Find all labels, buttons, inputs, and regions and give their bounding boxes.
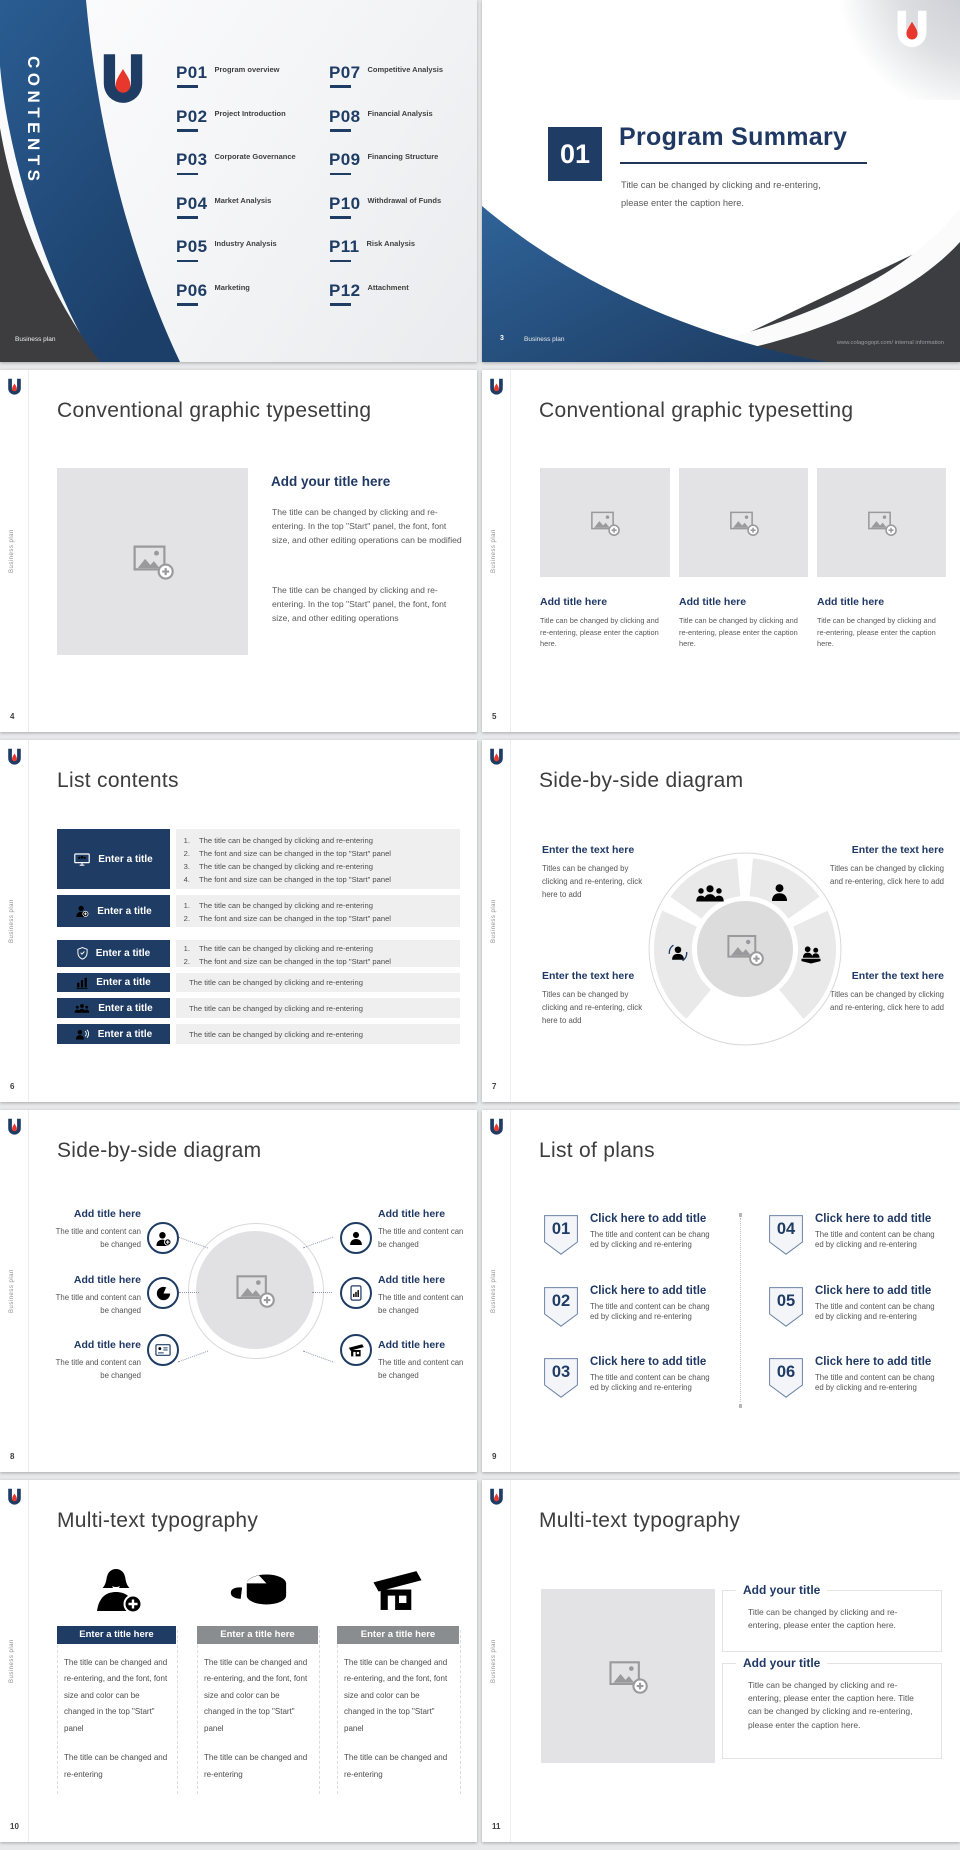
toc-item[interactable]: [329, 107, 443, 151]
plan-body-line: The title and content can be chang: [815, 1302, 935, 1311]
block-heading: Enter the text here: [542, 970, 635, 982]
toc-item[interactable]: [329, 63, 443, 107]
ring-diagram: [645, 849, 845, 1049]
university-logo-icon: [7, 1118, 22, 1135]
card-heading: Add title here: [540, 596, 608, 608]
sidebar-divider: [28, 370, 29, 732]
number-badge: [769, 1215, 803, 1255]
card-caption: Title can be changed by clicking and re-entering, please enter the caption here.: [540, 616, 659, 648]
divider-dot: [739, 1404, 743, 1408]
content-heading: Add your title here: [271, 474, 391, 489]
button-label: Enter a title: [96, 977, 151, 988]
button-label: Enter a title: [97, 1028, 153, 1040]
connector-line: [303, 1351, 333, 1363]
toc-label: Risk Analysis: [366, 239, 416, 249]
block-body: Titles can be changed by clicking and re-entering, click here to add: [829, 990, 944, 1012]
column-title-button: Enter a title here: [197, 1626, 318, 1644]
image-placeholder[interactable]: [817, 468, 946, 577]
block-heading: Add title here: [378, 1274, 446, 1286]
university-logo-icon: [7, 378, 22, 395]
toc-label: Marketing: [214, 282, 250, 292]
title-button[interactable]: [57, 829, 170, 889]
toc-number: P11: [329, 237, 360, 257]
text-block: [378, 1339, 466, 1383]
toc-label: Competitive Analysis: [367, 65, 444, 74]
toc-label: Market Analysis: [214, 195, 272, 205]
plan-heading: Click here to add title: [590, 1213, 707, 1225]
list-number: 4.: [183, 875, 190, 884]
plan-heading: Click here to add title: [815, 1213, 932, 1225]
add-image-icon: [726, 932, 764, 967]
toc-column-right: [329, 63, 443, 325]
list-number: 1.: [183, 943, 190, 953]
toc-number: P03: [176, 150, 208, 170]
body-paragraph: The title can be changed and re-entering, and the font, font size and color can be changed in the top "Start" panel: [204, 1657, 308, 1733]
list-text: The font and size can be changed in the top "Start" panel: [199, 875, 391, 884]
page-number: 3: [500, 335, 504, 342]
university-logo-icon: [489, 1118, 504, 1135]
block-heading: Enter the text here: [851, 844, 944, 856]
toc-item[interactable]: [329, 237, 443, 281]
sidebar-brand: Business plan: [491, 899, 497, 943]
block-heading: Add title here: [73, 1208, 141, 1220]
list-text: The title can be changed by clicking and re-entering: [199, 836, 373, 845]
add-image-icon: [132, 542, 174, 581]
list-number: 2.: [183, 913, 190, 923]
list-text: The title can be changed by clicking and re-entering: [199, 900, 373, 910]
list-item: [176, 955, 460, 968]
list-item: [176, 834, 460, 847]
people-book-icon: [799, 944, 823, 964]
typography-column[interactable]: [57, 1560, 176, 1796]
mobile-chart-icon: [350, 1285, 362, 1301]
plan-heading: Click here to add title: [590, 1356, 707, 1368]
card-heading: Add title here: [679, 596, 747, 608]
node-circle[interactable]: [147, 1277, 179, 1309]
button-label: Enter a title: [98, 1002, 153, 1014]
person-speech-icon: [75, 1029, 90, 1040]
toc-number: P07: [329, 63, 361, 82]
sidebar-divider: [510, 370, 511, 732]
block-body: Titles can be changed by clicking and re-entering, click here to add: [542, 990, 643, 1025]
card-caption: Title can be changed by clicking and re-entering, please enter the caption here.: [817, 616, 936, 648]
column-title-button: Enter a title here: [57, 1626, 176, 1644]
number-badge: [769, 1358, 803, 1398]
slide-contents[interactable]: [0, 0, 477, 362]
block-body: The title and content can be changed: [55, 1358, 141, 1380]
list-block: [176, 1024, 460, 1044]
image-placeholder[interactable]: [679, 468, 808, 577]
university-logo-icon: [489, 748, 504, 765]
toc-number: P08: [329, 106, 361, 126]
body-paragraph: The title can be changed and re-entering: [344, 1753, 448, 1779]
connector-line: [178, 1237, 208, 1249]
plan-body-line: ed by clicking and re-entering: [815, 1239, 917, 1249]
toc-label: Withdrawal of Funds: [367, 195, 442, 205]
toc-label: Program overview: [214, 65, 280, 74]
sidebar-divider: [510, 740, 511, 1102]
list-item: [176, 873, 460, 886]
plan-item[interactable]: [590, 1213, 722, 1250]
slide-ring-diagram[interactable]: [482, 740, 960, 1102]
toc-number: P09: [329, 150, 361, 170]
list-text: The title can be changed by clicking and re-entering: [189, 1003, 363, 1013]
box-heading: Add your title: [736, 1656, 827, 1670]
block-body: The title and content can be changed: [378, 1358, 464, 1380]
toc-number: P10: [329, 193, 361, 213]
businesswoman-add-icon: [57, 1560, 176, 1618]
page-number: 4: [10, 712, 15, 721]
plan-item[interactable]: [815, 1213, 947, 1250]
node-circle[interactable]: [147, 1222, 179, 1254]
connector-line: [303, 1237, 333, 1249]
list-item: [176, 942, 460, 955]
pie-3d-icon: [197, 1560, 318, 1618]
slide-title: Conventional graphic typesetting: [57, 399, 372, 422]
toc-column-left: [176, 63, 296, 325]
connector-line: [179, 1292, 199, 1293]
toc-number: P12: [329, 280, 361, 300]
block-heading: Enter the text here: [542, 844, 635, 856]
id-card-icon: [155, 1344, 171, 1356]
toc-number: P02: [176, 106, 208, 126]
toc-item[interactable]: [176, 281, 296, 325]
toc-label: Financial Analysis: [367, 108, 433, 118]
slide-title: List contents: [57, 769, 179, 792]
list-number: 2.: [183, 956, 190, 966]
slide-title: Multi-text typography: [57, 1509, 259, 1532]
number-badge: [544, 1287, 578, 1327]
plan-heading: Click here to add title: [815, 1285, 932, 1297]
block-heading: Add title here: [73, 1339, 141, 1351]
block-body: The title and content can be changed: [378, 1293, 464, 1315]
badge-number: 03: [551, 1363, 571, 1381]
add-image-icon: [590, 509, 620, 537]
slide-hub-diagram[interactable]: [0, 1110, 477, 1472]
caption-box[interactable]: [722, 1583, 942, 1652]
section-title: Program Summary: [619, 123, 848, 151]
list-block: [176, 940, 460, 967]
block-body: Titles can be changed by clicking and re-entering, click here to add: [542, 864, 643, 899]
box-body: Title can be changed by clicking and re-entering, please enter the caption here.: [748, 1607, 898, 1631]
sidebar-divider: [28, 1110, 29, 1472]
block-heading: Add title here: [378, 1339, 446, 1351]
list-text: The font and size can be changed in the top "Start" panel: [199, 913, 391, 923]
page-number: 6: [10, 1082, 15, 1091]
block-body: The title and content can be changed: [55, 1227, 141, 1249]
people-group-icon: [74, 1003, 90, 1013]
corner-gradient-decoration: [825, 0, 960, 100]
person-add-icon: [155, 1231, 172, 1246]
body-paragraph: The title can be changed and re-entering: [204, 1753, 308, 1779]
text-block: [378, 1274, 466, 1318]
badge-number: 04: [776, 1220, 796, 1238]
toc-label: Financing Structure: [367, 152, 439, 162]
badge-number: 05: [776, 1292, 796, 1310]
text-block: [542, 844, 654, 901]
text-block: [542, 970, 654, 1027]
building-icon: [348, 1343, 365, 1357]
plan-body-line: The title and content can be chang: [590, 1302, 710, 1311]
caption-box[interactable]: [722, 1656, 942, 1759]
plan-body-line: ed by clicking and re-entering: [590, 1239, 692, 1249]
slide-title: Multi-text typography: [539, 1509, 741, 1532]
plan-body-line: ed by clicking and re-entering: [815, 1311, 917, 1321]
number-badge: [769, 1287, 803, 1327]
block-body: Titles can be changed by clicking and re-entering, click here to add: [829, 864, 944, 886]
slide-title: Side-by-side diagram: [57, 1139, 262, 1162]
list-text: The font and size can be changed in the top "Start" panel: [199, 956, 391, 966]
list-block: [176, 895, 460, 927]
column-body: [337, 1644, 459, 1784]
university-logo-icon: [100, 52, 146, 104]
block-heading: Add title here: [73, 1274, 141, 1286]
typography-column[interactable]: [197, 1560, 318, 1796]
page-number: 7: [492, 1082, 497, 1091]
title-button[interactable]: [57, 895, 170, 927]
plan-body-line: ed by clicking and re-entering: [815, 1382, 917, 1392]
person-gear-icon: [75, 905, 89, 917]
page-number: 5: [492, 712, 497, 721]
column-divider: [740, 1218, 741, 1402]
list-text: The title can be changed by clicking and re-entering: [189, 1029, 363, 1039]
list-text: The title can be changed by clicking and re-entering: [189, 978, 363, 987]
plan-body-line: ed by clicking and re-entering: [590, 1311, 692, 1321]
sidebar-brand: Business plan: [9, 529, 15, 573]
add-image-icon: [867, 509, 897, 537]
sidebar-divider: [510, 1110, 511, 1472]
university-logo-icon: [489, 378, 504, 395]
toc-item[interactable]: [176, 150, 296, 194]
toc-item[interactable]: [329, 150, 443, 194]
image-placeholder[interactable]: [541, 1589, 715, 1763]
badge-number: 02: [551, 1292, 571, 1310]
university-logo-icon: [7, 748, 22, 765]
toc-number: P04: [176, 193, 208, 213]
slide-title: Side-by-side diagram: [539, 769, 744, 792]
shield-icon: [77, 947, 88, 960]
image-placeholder[interactable]: [57, 468, 248, 655]
section-number-box: 01: [548, 127, 602, 181]
toc-label: Project Introduction: [214, 108, 286, 118]
toc-item[interactable]: [176, 63, 296, 107]
list-text: The title can be changed by clicking and re-entering: [199, 862, 373, 871]
page-number: 11: [492, 1822, 501, 1831]
column-title-button: Enter a title here: [337, 1626, 459, 1644]
card-caption: Title can be changed by clicking and re-entering, please enter the caption here.: [679, 616, 798, 648]
text-block: [378, 1208, 466, 1252]
sidebar-divider: [28, 1480, 29, 1842]
sidebar-brand: Business plan: [491, 529, 497, 573]
connector-line: [312, 1292, 332, 1293]
footer-brand: Business plan: [15, 336, 56, 343]
block-body: The title and content can be changed: [55, 1293, 141, 1315]
sidebar-divider: [510, 1480, 511, 1842]
slide-title: List of plans: [539, 1139, 655, 1162]
number-badge: [544, 1358, 578, 1398]
node-circle[interactable]: [147, 1334, 179, 1366]
list-item: [176, 847, 460, 860]
toc-item[interactable]: [176, 107, 296, 151]
footer-url: www.colagogopt.com/ internal information: [836, 340, 944, 346]
add-image-icon: [608, 1658, 648, 1695]
person-icon: [769, 883, 790, 901]
slide-typography-columns[interactable]: [0, 1480, 477, 1842]
slide-list-contents[interactable]: [0, 740, 477, 1102]
title-button[interactable]: [57, 973, 170, 992]
body-paragraph: The title can be changed and re-entering, and the font, font size and color can be changed in the top "Start" panel: [344, 1657, 448, 1733]
section-caption: Title can be changed by clicking and re-entering, please enter the caption here.: [621, 180, 821, 208]
list-number: 2.: [183, 849, 190, 858]
university-logo-icon: [895, 9, 929, 48]
toc-item[interactable]: [176, 237, 296, 281]
block-body: The title and content can be changed: [378, 1227, 464, 1249]
node-circle[interactable]: [340, 1222, 372, 1254]
column-body: [197, 1644, 318, 1784]
contents-vertical-title: CONTENTS: [24, 56, 43, 186]
slide-typesetting-triple[interactable]: [482, 370, 960, 732]
list-number: 1.: [183, 836, 190, 845]
university-logo-icon: [7, 1488, 22, 1505]
node-circle[interactable]: [340, 1334, 372, 1366]
title-button[interactable]: [57, 1024, 170, 1044]
toc-number: P01: [176, 63, 208, 82]
block-heading: Enter the text here: [851, 970, 944, 982]
slide-list-of-plans[interactable]: [482, 1110, 960, 1472]
sidebar-brand: Business plan: [9, 1269, 15, 1313]
building-icon: [337, 1560, 459, 1618]
plan-item[interactable]: [590, 1356, 722, 1393]
sidebar-brand: Business plan: [491, 1269, 497, 1313]
typography-column[interactable]: [337, 1560, 459, 1796]
body-paragraph: The title can be changed and re-entering: [64, 1753, 168, 1779]
list-item: [176, 860, 460, 873]
plan-item[interactable]: [815, 1285, 947, 1322]
card-heading: Add title here: [817, 596, 885, 608]
toc-item[interactable]: [176, 194, 296, 238]
connector-line: [178, 1351, 208, 1363]
list-number: 1.: [183, 900, 190, 910]
page-number: 8: [10, 1452, 15, 1461]
list-block: [176, 973, 460, 992]
plan-body-line: The title and content can be chang: [590, 1373, 710, 1382]
list-block: [176, 998, 460, 1018]
toc-item[interactable]: [329, 281, 443, 325]
button-label: Enter a title: [95, 948, 151, 959]
sidebar-divider: [28, 740, 29, 1102]
list-number: 3.: [183, 862, 190, 871]
plan-heading: Click here to add title: [590, 1285, 707, 1297]
title-button[interactable]: [57, 998, 170, 1018]
button-label: Enter a title: [98, 853, 153, 865]
badge-number: 06: [776, 1363, 796, 1381]
hub-image-placeholder[interactable]: [196, 1231, 314, 1349]
block-heading: Add title here: [378, 1208, 446, 1220]
bar-chart-icon: [76, 977, 88, 989]
footer-brand: Business plan: [524, 336, 565, 343]
add-image-icon: [729, 509, 759, 537]
list-item: [176, 912, 460, 925]
column-body: [57, 1644, 176, 1784]
slide-typesetting-single[interactable]: [0, 370, 477, 732]
text-block: [53, 1208, 141, 1252]
body-paragraph: The title can be changed and re-entering, and the font, font size and color can be changed in the top "Start" panel: [64, 1657, 168, 1733]
body-paragraph: The title can be changed by clicking and re-entering. In the top "Start" panel, the font, font size, and other editing operations can be modified: [272, 507, 462, 545]
page-number: 9: [492, 1452, 497, 1461]
sidebar-brand: Business plan: [9, 899, 15, 943]
plan-body-line: The title and content can be chang: [815, 1230, 935, 1239]
toc-label: Industry Analysis: [214, 239, 277, 249]
image-placeholder[interactable]: [540, 468, 670, 577]
list-block: [176, 829, 460, 889]
add-image-icon: [235, 1272, 275, 1309]
title-underline: [620, 162, 867, 164]
university-logo-icon: [489, 1488, 504, 1505]
list-text: The title can be changed by clicking and re-entering: [199, 943, 373, 953]
box-body: Title can be changed by clicking and re-entering, please enter the caption here. Title can be changed by clicking and re-entering, please enter the caption here.: [748, 1680, 914, 1730]
presentation-audience-icon: [74, 853, 90, 866]
plan-body-line: ed by clicking and re-entering: [590, 1382, 692, 1392]
toc-number: P06: [176, 280, 208, 300]
toc-label: Attachment: [367, 282, 409, 292]
plan-heading: Click here to add title: [815, 1356, 932, 1368]
divider-dot: [739, 1213, 743, 1217]
plan-body-line: The title and content can be chang: [590, 1230, 710, 1239]
body-paragraph: The title can be changed by clicking and re-entering. In the top "Start" panel, the font, font size, and other editing operations: [272, 585, 447, 623]
list-item: [176, 899, 460, 912]
slide-section-01[interactable]: [482, 0, 960, 362]
title-button[interactable]: [57, 940, 170, 967]
button-label: Enter a title: [97, 905, 152, 917]
text-block: [53, 1274, 141, 1318]
person-sync-icon: [667, 942, 689, 963]
sidebar-brand: Business plan: [491, 1639, 497, 1683]
plan-item[interactable]: [590, 1285, 722, 1322]
person-icon: [348, 1231, 364, 1245]
plan-body-line: The title and content can be chang: [815, 1373, 935, 1382]
toc-item[interactable]: [329, 194, 443, 238]
toc-number: P05: [176, 237, 208, 257]
number-badge: [544, 1215, 578, 1255]
people-group-icon: [695, 883, 725, 902]
slide-typography-image[interactable]: [482, 1480, 960, 1842]
node-circle[interactable]: [340, 1277, 372, 1309]
badge-number: 01: [551, 1220, 571, 1238]
box-heading: Add your title: [736, 1583, 827, 1597]
pie-chart-icon: [156, 1286, 171, 1301]
slide-title: Conventional graphic typesetting: [539, 399, 854, 422]
toc-label: Corporate Governance: [214, 152, 296, 162]
text-block: [53, 1339, 141, 1383]
list-text: The font and size can be changed in the top "Start" panel: [199, 849, 391, 858]
page-number: 10: [10, 1822, 19, 1831]
plan-item[interactable]: [815, 1356, 947, 1393]
sidebar-brand: Business plan: [9, 1639, 15, 1683]
